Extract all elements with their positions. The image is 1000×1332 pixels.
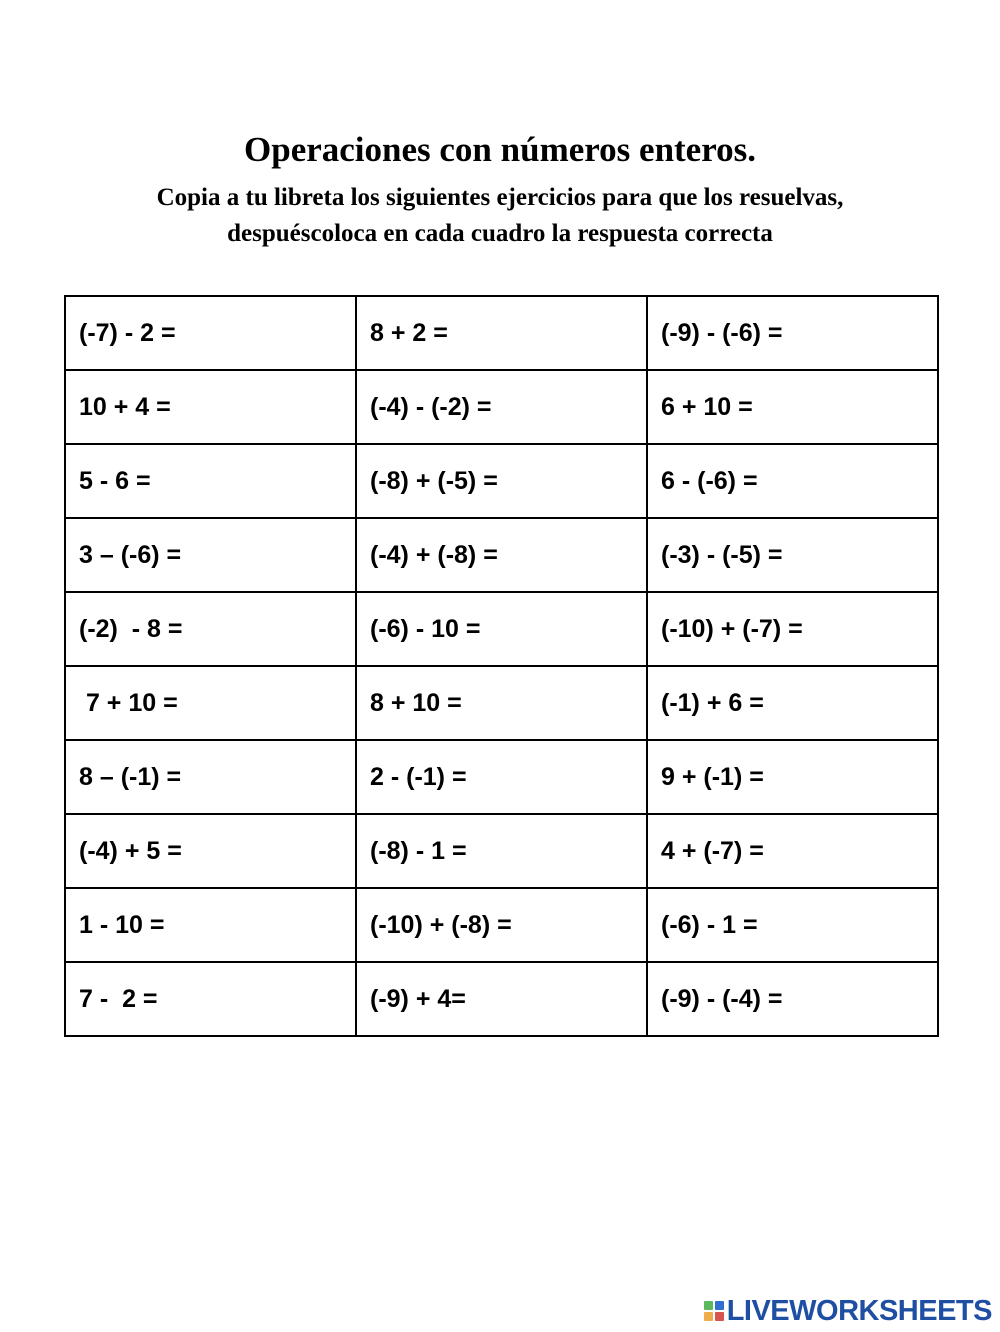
table-row [65, 296, 938, 370]
exercise-cell[interactable]: 4 + (-7) = [647, 814, 938, 888]
exercise-cell[interactable]: (-9) - (-4) = [647, 962, 938, 1036]
exercise-cell[interactable]: (-10) + (-8) = [356, 888, 647, 962]
exercise-cell[interactable]: (-6) - 10 = [356, 592, 647, 666]
instructions [0, 180, 1000, 252]
logo-square-icon [704, 1301, 713, 1310]
exercise-cell[interactable]: 8 + 2 = [356, 296, 647, 370]
table-row [65, 444, 938, 518]
logo-square-icon [704, 1312, 713, 1321]
exercise-cell[interactable]: (-9) + 4= [356, 962, 647, 1036]
exercise-cell[interactable]: 6 + 10 = [647, 370, 938, 444]
exercise-cell[interactable]: 8 – (-1) = [65, 740, 356, 814]
instructions-line-1: Copia a tu libreta los siguientes ejercicios para que los resuelvas, [156, 184, 844, 211]
logo-square-icon [715, 1301, 724, 1310]
exercise-cell[interactable]: (-9) - (-6) = [647, 296, 938, 370]
liveworksheets-branding [704, 1294, 992, 1328]
exercise-cell[interactable]: (-4) + 5 = [65, 814, 356, 888]
logo-square-icon [715, 1312, 724, 1321]
table-row [65, 592, 938, 666]
exercises-table [64, 295, 939, 1037]
exercise-cell[interactable]: (-4) - (-2) = [356, 370, 647, 444]
exercise-cell[interactable]: 7 - 2 = [65, 962, 356, 1036]
table-row [65, 370, 938, 444]
liveworksheets-logo-icon [704, 1301, 724, 1321]
exercise-cell[interactable]: (-1) + 6 = [647, 666, 938, 740]
exercise-cell[interactable]: (-8) - 1 = [356, 814, 647, 888]
table-row [65, 888, 938, 962]
exercise-cell[interactable]: (-8) + (-5) = [356, 444, 647, 518]
table-row [65, 518, 938, 592]
table-row [65, 962, 938, 1036]
exercise-cell[interactable]: (-2) - 8 = [65, 592, 356, 666]
exercise-cell[interactable]: 2 - (-1) = [356, 740, 647, 814]
exercise-cell[interactable]: (-6) - 1 = [647, 888, 938, 962]
table-row [65, 814, 938, 888]
page-title: Operaciones con números enteros. [244, 130, 756, 169]
exercise-cell[interactable]: 3 – (-6) = [65, 518, 356, 592]
exercise-cell[interactable]: 10 + 4 = [65, 370, 356, 444]
table-row [65, 666, 938, 740]
exercise-cell[interactable]: 9 + (-1) = [647, 740, 938, 814]
exercise-cell[interactable]: 8 + 10 = [356, 666, 647, 740]
exercise-cell[interactable]: (-7) - 2 = [65, 296, 356, 370]
instructions-line-2: despuéscoloca en cada cuadro la respuesta correcta [227, 220, 773, 247]
exercise-cell[interactable]: 5 - 6 = [65, 444, 356, 518]
exercise-cell[interactable]: 7 + 10 = [65, 666, 356, 740]
exercise-cell[interactable]: (-4) + (-8) = [356, 518, 647, 592]
brand-name: LIVEWORKSHEETS [726, 1295, 992, 1327]
exercise-cell[interactable]: (-3) - (-5) = [647, 518, 938, 592]
exercise-cell[interactable]: 6 - (-6) = [647, 444, 938, 518]
exercise-cell[interactable]: (-10) + (-7) = [647, 592, 938, 666]
exercise-cell[interactable]: 1 - 10 = [65, 888, 356, 962]
table-row [65, 740, 938, 814]
